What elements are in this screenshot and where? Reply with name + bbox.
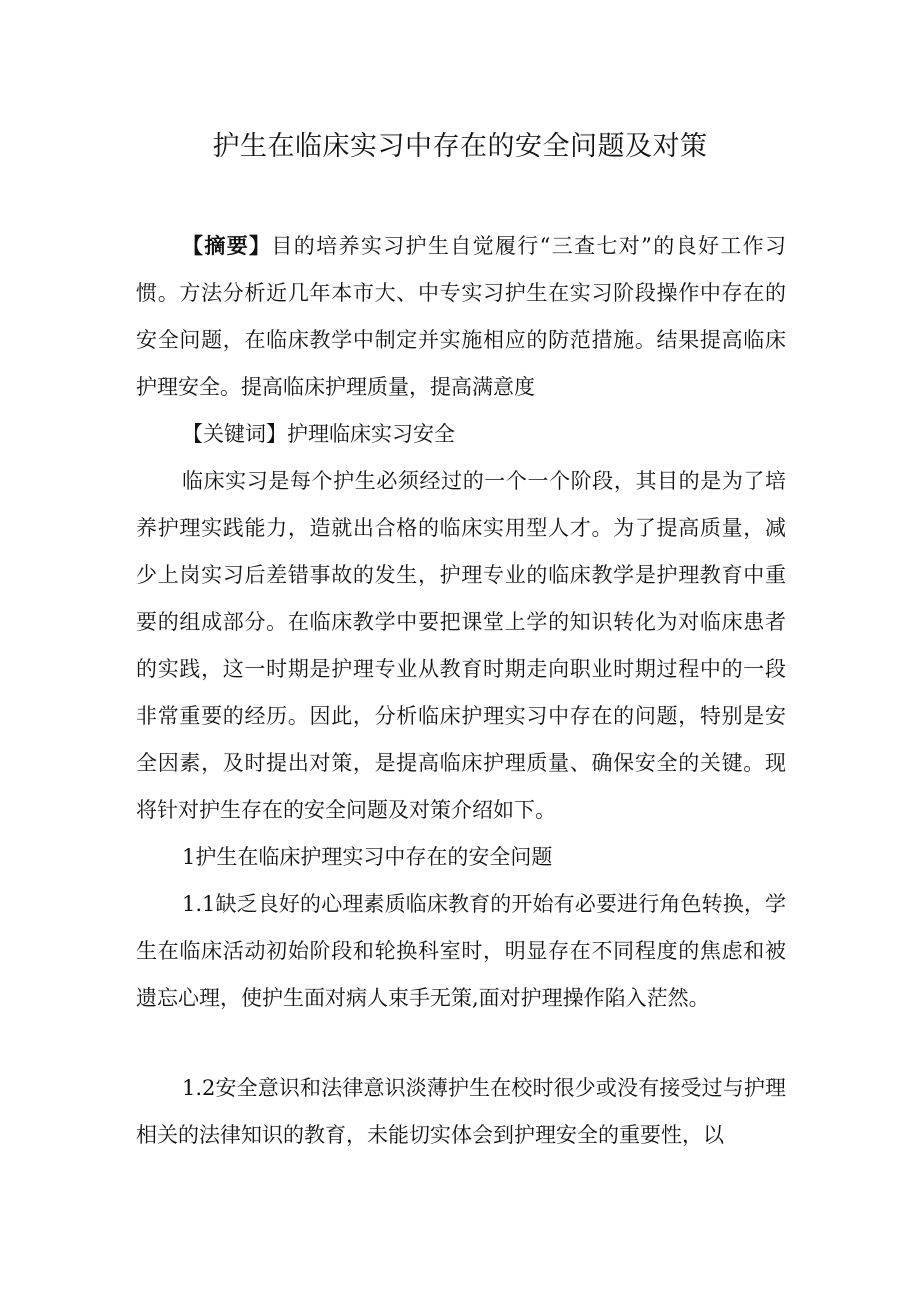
document-title: 护生在临床实习中存在的安全问题及对策 xyxy=(212,131,708,162)
section1-2-paragraph: 1.2安全意识和法律意识淡薄护生在校时很少或没有接受过与护理相关的法律知识的教育，未能切实体会到护理安全的重要性，以 xyxy=(136,1076,786,1147)
keywords-text: 护理临床实习安全 xyxy=(287,422,455,446)
keywords-paragraph xyxy=(136,411,786,458)
intro-paragraph: 临床实习是每个护生必须经过的一个一个阶段，其目的是为了培养护理实践能力，造就出合格的临床实用型人才。为了提高质量，减少上岗实习后差错事故的发生，护理专业的临床教学是护理教育中重要的组成部分。在临床教学中要把课堂上学的知识转化为对临床患者的实践，这一时期是护理专业从教育时期走向职业时期过程中的一段非常重要的经历。因此，分析临床护理实习中存在的问题，特别是安全因素，及时提出对策，是提高临床护理质量、确保安全的关键。现将针对护生存在的安全问题及对策介绍如下。 xyxy=(136,469,786,822)
abstract-paragraph xyxy=(136,223,786,411)
section1-1-paragraph: 1.1缺乏良好的心理素质临床教育的开始有必要进行角色转换，学生在临床活动初始阶段和轮换科室时，明显存在不同程度的焦虑和被遗忘心理，使护生面对病人束手无策,面对护理操作陷入茫然。 xyxy=(136,892,786,1010)
section1-heading: 1护生在临床护理实习中存在的安全问题 xyxy=(182,845,553,869)
abstract-text: 目的培养实习护生自觉履行“三查七对”的良好工作习惯。方法分析近几年本市大、中专实习护生在实习阶段操作中存在的安全问题，在临床教学中制定并实施相应的防范措施。结果提高临床护理安全。提高临床护理质量，提高满意度 xyxy=(136,234,786,399)
abstract-label: 【摘要】 xyxy=(182,234,272,258)
keywords-label: 【关键词】 xyxy=(182,422,287,446)
